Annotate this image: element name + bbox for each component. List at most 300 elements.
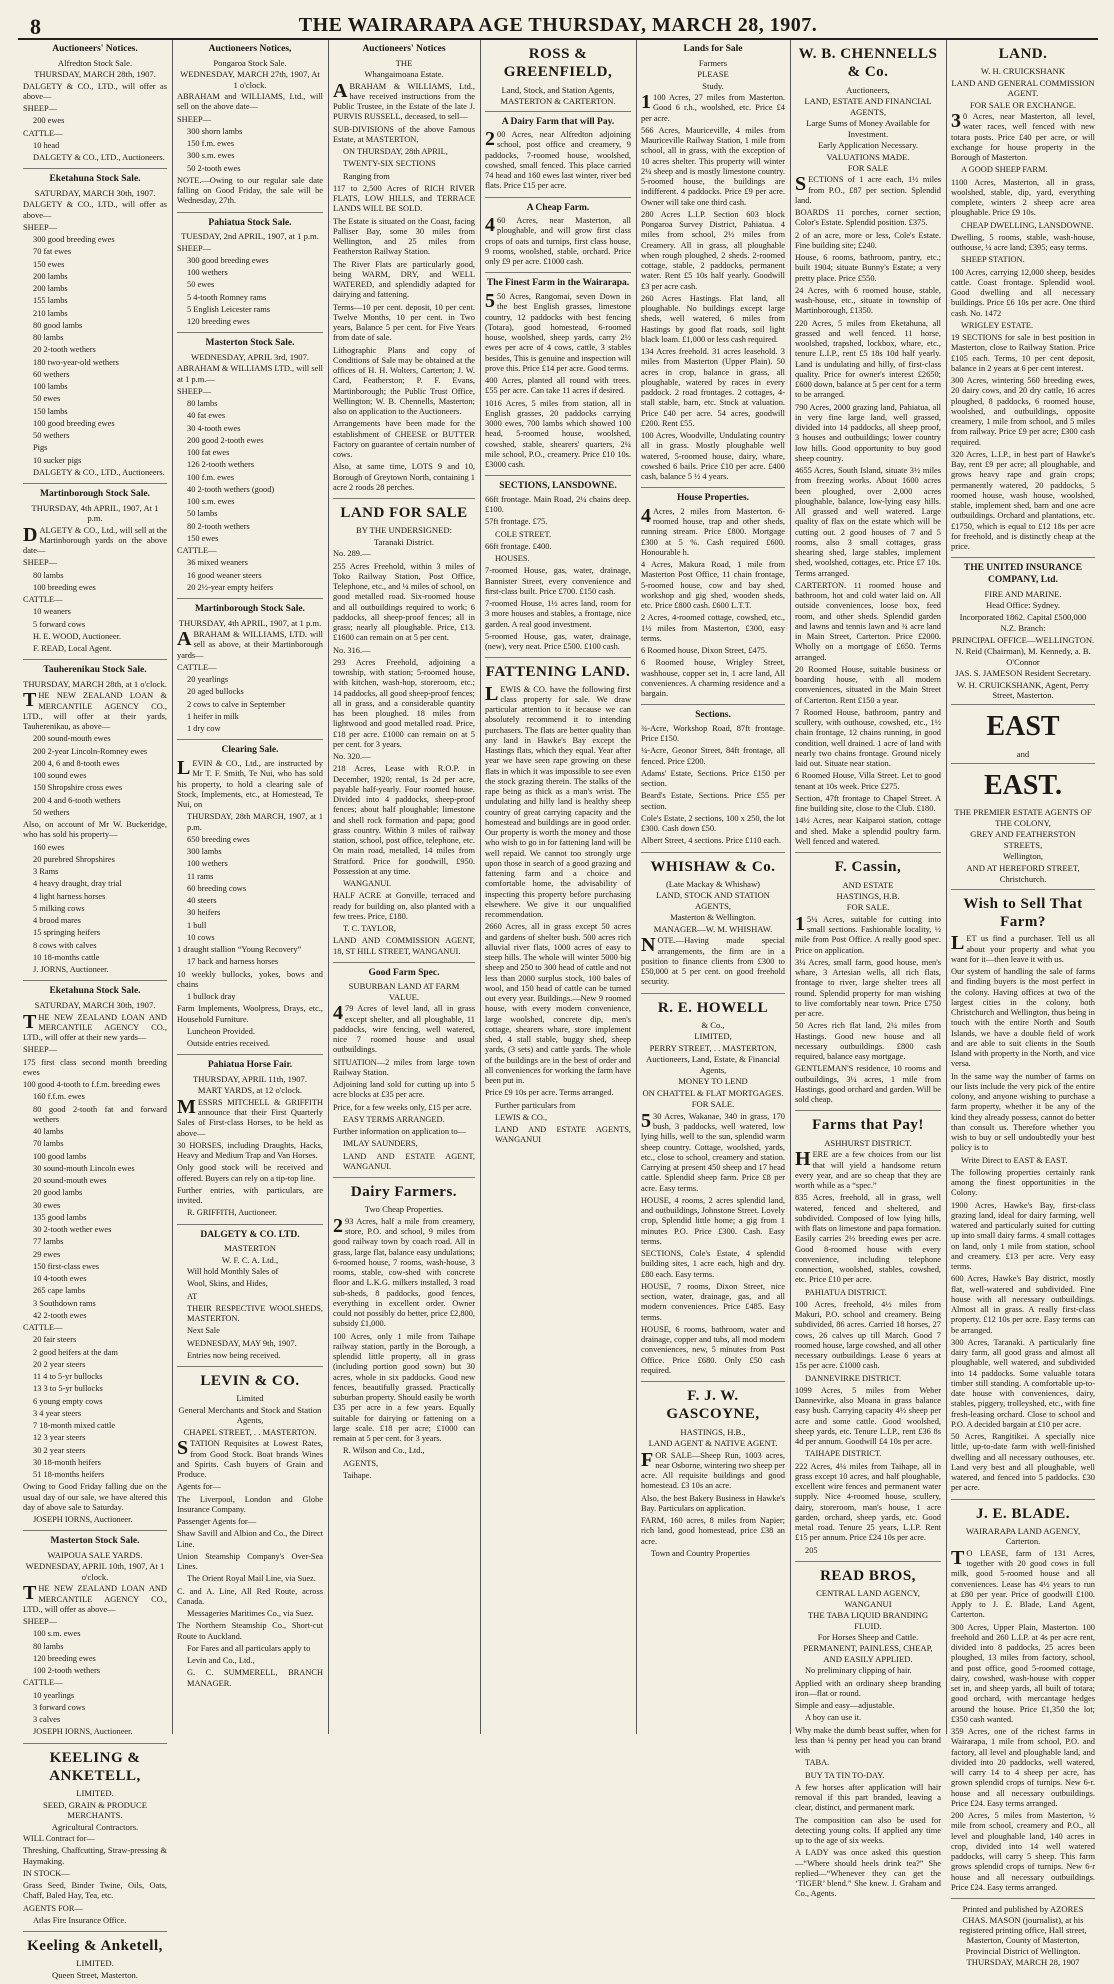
advertisement-block [951,895,1095,1500]
ad-text: AGENTS FOR— [23,1903,83,1913]
ad-text: 50 wethers [33,807,70,817]
ad-subheading: LAND AND GENERAL COMMISSION AGENT. [951,77,1095,99]
ad-text: Only good stock will be received and offered. Buyers can rely on a tip-top line. [177,1163,323,1183]
ad-text: 200 4 and 6-tooth wethers [33,795,121,805]
ad-text: Luncheon Provided. [187,1026,255,1036]
ad-text: 50 2-tooth ewes [187,163,241,173]
ad-text: DALGETY & CO., LTD., Auctioneers. [33,467,165,477]
ad-text: T. C. TAYLOR, [343,924,396,934]
ad-text: 3 forward cows [33,1702,86,1712]
ad-subheading: LIMITED, [694,1031,732,1042]
ad-text: 2 cows to calve in September [187,699,286,709]
ad-text: CATTLE— [177,546,217,556]
ad-text: HALF ACRE at Gonville, terraced and ready for building on, also planted with a few trees. Price, £180. [333,891,475,921]
ad-display-heading: ROSS & GREENFIELD, [503,46,613,81]
ad-text: WRIGLEY ESTATE. [961,320,1034,330]
ad-text: Also, on account of Mr W. Buckeridge, who has sold his property— [23,820,167,840]
ad-text: The Liverpool, London and Globe Insurance Company. [177,1494,323,1514]
ad-text: Further entries, with particulars, are invited. [177,1185,323,1206]
advertisement-block [23,1937,167,1984]
ad-heading: Pahiatua Horse Fair. [207,1060,293,1071]
ad-heading: Clearing Sale. [221,745,279,756]
ad-text: SHEEP— [23,222,57,232]
masthead [18,8,1098,38]
advertisement-block [177,745,323,1055]
ad-subheading: MASTERTON [224,1243,276,1254]
ad-text: 51 18-months heifers [33,1470,105,1480]
ad-text: Arrangements have been made for the establishment of CHEESE or BUTTER Factory on guarantee of certain number of cows. [333,419,475,460]
ad-text: 50 ewes [187,280,215,290]
advertisement-block [23,986,167,1531]
ad-text: 70 fat ewes [33,247,72,257]
ad-text: 280 Acres L.I.P. Section 603 block Pongaroa Survey District, Pahiatua. 4 miles from school, 2½ miles from Creamery. All in grass, all ploughable when rough ploughed, 2 sheds. 2-roomed cottage, stable, 2 paddocks, permanent water. Rent £5 10s half yearly. Goodwill £3 per acre cash. [641,209,785,291]
ad-text: 100 Acres, only 1 mile from Taihape railway station, partly in the Borough, a splendid little property, all in grass (including portion good sown) but 30 acres, whole in six paddocks. Good new fences, beautifully grassed. Practically suburban property. Should easily be worth £35 per acre in a few years. Equally suitable for dairying or fattening on a large scale. £18 per acre; £1000 can remain at 5 per cent. for 3 years. [333,1331,475,1444]
ad-text: 300 shorn lambs [187,126,243,136]
ad-text: SITUATION—2 miles from large town Railway Station. [333,1057,475,1077]
ad-text: DALGETY & CO., LTD., Auctioneers. [33,153,165,163]
column-divider [480,40,481,1734]
ad-text: 50 Acres rich flat land, 2¼ miles from Hastings. Good new house and all necessary outbuildings. £800 cash required, balance easy mortgage. [795,1021,941,1062]
column-5 [638,42,788,1732]
advertisement-block [177,44,323,213]
ad-text: 6 Roomed House, Villa Street. Let to good tenant at 10s week. Price £275. [795,771,941,791]
ad-text: 16 good weaner steers [187,570,262,580]
ad-text: Dwelling, 5 rooms, stable, wash-house, outhouse, ¼ acre land; £395; easy terms. [951,232,1095,253]
ad-text: Entries now being received. [187,1350,281,1360]
ad-text: ¾-Acre, Workshop Road, 87ft frontage. Price £150. [641,723,785,744]
ad-subheading: PRINCIPAL OFFICE—WELLINGTON. [951,634,1095,645]
ad-display-heading: KEELING & ANKETELL, [49,1749,141,1784]
ad-subheading: FOR SALE [847,162,889,173]
masthead-rule [18,38,1098,40]
advertisement-block [485,663,631,1150]
ad-subheading: Whangaimoana Estate. [364,69,444,80]
advertisement-block [23,1536,167,1743]
ad-text: 30 4-tooth ewes [187,423,241,433]
ad-text: 30 18-month heifers [33,1457,101,1467]
ad-text: 300 Acres, Upper Plain, Masterton. 100 freehold and 260 L.I.P. at 4s per acre rent, divided into 8 paddocks, 25 acres been ploughed, 13 miles from factory, school, and post office, good 5-roomed cottage, dairy, cowshed, wash-house with copper set in, and sheep yards, all built of totara; good orchard, with mercantage hedges around the house. Price £1,350 the lot; £350 cash wanted. [951,1622,1095,1724]
ad-text: R. Wilson and Co., Ltd., [343,1446,425,1456]
ad-text: The Estate is situated on the Coast, facing Palliser Bay, some 30 miles from Wellington, and 25 miles from Featherston Railway Station. [333,216,475,257]
ad-subheading: THURSDAY, 4th APRIL, 1907, at 1 p.m. [178,617,322,628]
ad-text: 120 breeding ewes [33,1653,96,1663]
ad-text: 150 ewes [33,259,65,269]
ad-text: 134 Acres freehold. 31 acres leasehold. 3 miles from Masterton (Upper Plain). 50 acres in crop, balance in grass, all ploughable, watered by races in every paddock. 2 road frontages. 2 cottages, 4-stall stable, barn, etc. Stock at valuation. Price £40 per acre. 54 acres, goodwill £200. Rent £55. [641,347,785,428]
ad-text: 80 2-tooth wethers [187,521,250,531]
ad-text: 600 Acres, Hawke's Bay district, mostly flat, well-watered and subdivided. Fine house with all necessary outbuildings. Almost all in grass. A really first-class property. £12 10s per acre. Easy terms can be arranged. [951,1274,1095,1335]
ad-subheading: Limited [236,1393,264,1404]
ad-heading: Auctioneers' Notices. [52,44,138,54]
ad-text: 200 lambs [33,284,68,294]
ad-text: C. and A. Line, All Red Route, across Canada. [177,1586,323,1606]
ad-text: TO LEASE, farm of 131 Acres, together with 20 good cows in full milk, good 5-roomed house and all conveniences. Lease has 4½ years to run at £80 per year. Price of goodwill £100. Apply to J. E. Blade, Land Agent, Carterton. [951,1546,1095,1620]
ad-subheading: VALUATIONS MADE. [826,151,910,162]
ad-text: ABRAHAM & WILLIAMS, Ltd., have received instructions from the Public Trustee, in the Estate of the late J. PURVIS RUSSELL, deceased, to sell— [333,79,475,122]
ad-subheading: LAND, STOCK AND STATION AGENTS, [656,890,770,911]
ad-subheading: and [1016,748,1030,759]
ad-text: 42 2-tooth ewes [33,1310,87,1320]
ad-text: 1 bullock dray [187,992,236,1002]
ad-display-heading: Farms that Pay! [812,1117,924,1134]
ad-text: No preliminary clipping of hair. [805,1666,912,1676]
ad-text: 479 Acres of level land, all in grass except shelter, and all ploughable, 11 paddocks, wire fencing, well watered, nice 7 roomed house and usual outbuildings. [333,1002,475,1055]
ad-text: 265 cape lambs [33,1286,86,1296]
ad-text: 80 lambs [33,570,64,580]
column-7 [948,42,1098,1968]
ad-text: WILL Contract for— [23,1834,95,1844]
ad-subheading: ASHHURST DISTRICT. [824,1137,912,1148]
ad-text: 80 lambs [187,399,218,409]
ad-text: 36 mixed weaners [187,558,248,568]
ad-text: 255 Acres Freehold, within 3 miles of Toko Railway Station, Post Office, Telephone, etc., and ¼ miles of school, on good metalled road. Six-roomed house and all outbuildings required to work; 6 paddocks, all sheep-proof fences; all in grass; nearly all ploughable. Price, £13. £1600 can remain on at 5 per cent. [333,561,475,643]
ad-subheading: LIMITED. [76,1958,114,1969]
ad-text: LEWIS & CO. have the following first class property for sale. We draw particular attention to it because we can absolutely recommend it to intending purchasers. The flats are better quality than any land in Hawke's Bay except the Hastings flats, which they equal. Year after year we have seen rape growing on these flats in which it was impossible to see even the stock grazing therein. The stalks of the rape being as thick as a man's wrist. The undulating and hilly land is healthy sheep country of great carrying capacity and the homestead and buildings are in good order. Our property is worth the money and those who wish to go in for fattening land will be well repaid. We cannot too strongly urge upon those in search of a good grazing and fattening farm and a choice and comfortable home, the advisability of inspecting this property before purchasing elsewhere. We give it our unqualified recommendation. [485,682,631,920]
advertisement-block [795,1116,941,1561]
ad-text: Further information on application to— [333,1127,467,1137]
ad-text: NOTE.—Owing to our regular sale date falling on Good Friday, the sale will be Wednesday, 27th. [177,175,323,206]
ad-text: 210 lambs [33,308,68,318]
ad-text: HOUSE, 6 rooms, bathroom, water and drainage, copper and tubs, all mod modern conveniences, new, 5 minutes from Post Office. Price £680. Only £50 cash required. [641,1324,785,1375]
ad-text: 17 back and harness horses [187,957,279,967]
ad-text: 15 springing heifers [33,928,100,938]
ad-text: H. E. WOOD, Auctioneer. [33,631,121,641]
ad-heading: Sections. [695,710,731,721]
ad-text: Terms—10 per cent. deposit, 10 per cent. Twelve Months, 10 per cent. in Two years, Balance 5 per cent. for Five Years from date of sale. [333,302,475,343]
ad-subheading: General Merchants and Stock and Station Agents, [178,1404,322,1426]
advertisement-block [795,1567,941,1905]
ad-text: 40 steers [187,896,217,906]
ad-text: THE NEW ZEALAND LOAN AND MERCANTILE AGENCY CO., LTD., will offer at their new yards— [23,1010,167,1043]
column-divider [636,40,637,1734]
ad-subheading: W. F. C. A. Ltd., [221,1254,279,1265]
ad-text: CATTLE— [23,128,63,138]
ad-text: 100 good breeding ewes [33,418,115,428]
ad-text: 66ft frontage. £400. [485,541,552,551]
ad-text: BUY TA TIN TO-DAY. [805,1770,885,1780]
newspaper-title: THE WAIRARAPA AGE THURSDAY, MARCH 28, 1907. [298,14,818,36]
ad-text: 60 wethers [33,369,70,379]
ad-text: 150 ewes [187,533,219,543]
ad-text: Shaw Savill and Albion and Co., the Direct Line. [177,1529,323,1549]
ad-text: 10 weekly bullocks, yokes, bows and chains [177,969,323,989]
ad-subheading: N.Z. Branch: [1000,623,1046,634]
ad-subheading: PERMANENT, PAINLESS, CHEAP, AND EASILY APPLIED. [803,1643,933,1664]
ad-text: 80 lambs [33,1641,64,1651]
advertisement-block [485,117,631,198]
advertisement-block [177,1372,323,1694]
ad-text: 30 ewes [33,1200,61,1210]
ad-text: Owing to Good Friday falling due on the usual day of our sale, we have altered this day of above sale to Saturday. [23,1482,167,1512]
ad-subheading: JAS. S. JAMESON Resident Secretary. [955,668,1091,679]
advertisement-block [795,45,941,853]
ad-subheading: THURSDAY, MARCH 28th, 1907. [34,69,156,80]
ad-heading: Good Farm Spec. [368,967,440,978]
column-divider [172,40,173,1734]
ad-subheading: WEDNESDAY, MARCH 27th, 1907, At 1 o'clock. [180,69,320,90]
ad-text: 20 Roomed House, suitable business or boarding house, with all modern conveniences, situated in the Main Street of Carterton. Rent £150 a year. [795,664,941,705]
ad-text: 30 2-tooth wether ewes [33,1225,112,1235]
ad-heading: THE UNITED INSURANCE COMPANY, Ltd. [963,563,1083,586]
ad-text: 10 4-tooth ewes [33,1274,87,1284]
ad-subheading: MART YARDS, at 12 o'clock. [197,1085,303,1096]
ad-text: 29 ewes [33,1249,61,1259]
ad-text: 1 heifer in milk [187,711,239,721]
advertisement-block [485,45,631,112]
ad-text: 20 2-tooth wethers [33,345,96,355]
advertisement-block [177,1060,323,1224]
ad-text: BOARDS 11 porches, corner section, Color's Estate. Splendid position. £375. [795,208,941,228]
ad-text: Pigs [33,443,48,453]
ad-text: CARTERTON. 11 roomed house and bathroom, hot and cold water laid on. All outside conveniences, loose box, feed room, and other sheds. Splendid garden and lawns and tennis lawn and ¾ acre land in Main Street, Carterton. Price £2000. Wholly on a mortgage of £650. Terms arranged. [795,580,941,662]
advertisement-block [485,203,631,274]
advertisement-block [23,665,167,981]
ad-text: HOUSE, 7 rooms, Dixon Street, nice section, water, drainage, gas, and all modern conveniences. Price £485. Easy terms. [641,1281,785,1322]
column-2 [174,42,326,1732]
ad-text: 3 4 year steers [33,1408,82,1418]
ad-text: 40 fat ewes [187,411,226,421]
ad-subheading: Auctioneers, Land, Estate, & Financial Agents, [646,1054,780,1075]
ad-subheading: Study. [702,80,724,91]
ad-text: LET us find a purchaser. Tell us all about your property and what you want for it—then leave it with us. [951,932,1095,964]
ad-text: LAND AND ESTATE AGENTS, WANGANUI [495,1125,631,1145]
advertisement-block [177,604,323,740]
ad-text: 12 3 year steers [33,1433,86,1443]
column-1 [20,42,170,1980]
ad-text: 4Acres, 2 miles from Masterton. 6-roomed house, trap and other sheds, running stream. Price £800. Mortgage £300 at 5 %. Cash required £600. Honourable h. [641,504,785,557]
ad-text: 117 to 2,500 Acres of RICH RIVER FLATS, LOW HILLS, and TERRACE LANDS WILL BE SOLD. [333,183,475,214]
ad-text: COLE STREET. [495,529,552,539]
ad-display-heading: F. Cassin, [834,859,902,876]
ad-display-heading: W. B. CHENNELLS & Co. [798,46,938,81]
ad-heading: Eketahuna Stock Sale. [49,174,141,185]
ad-text: 30 sound-mouth Lincoln ewes [33,1163,135,1173]
ad-text: Wool, Skins, and Hides, [187,1279,268,1289]
ad-text: 15¼ Acres, suitable for cutting into small sections. Fashionable locality, ½ mile from Post Office. A really good spec. Price on application. [795,912,941,955]
ad-text: 20 yearlings [187,675,229,685]
ad-text: ON THURSDAY, 28th APRIL, [343,147,448,157]
ad-subheading: FOR SALE. [691,1099,735,1110]
ad-subheading: THE PREMIER ESTATE AGENTS OF THE COLONY, [954,807,1092,828]
advertisement-block [23,489,167,660]
ad-text: 320 Acres, L.I.P., in best part of Hawke's Bay, rent £9 per acre; all ploughable, and grows heavy rape and grain crops; permanently watered, 20 paddocks, 5 roomed house, wash house, woolshed, stable, implement shed, barn and one acre outbuildings. Orchard and plantations, etc. £1750, which is equal to £12 18s per acre for freehold, and is distinctly cheap at the price. [951,449,1095,552]
ad-subheading: Land, Stock, and Station Agents, [501,84,615,95]
ad-text: Union Steamship Company's Over-Sea Lines. [177,1551,323,1572]
ad-text: 530 Acres, Wakanae, 340 in grass, 170 bush, 3 paddocks, well watered, low lying hills, well to the sun, splendid warm sheep country. Cottage, woolshed, yards, etc., close to school, creamery and station. Carrying at present 450 sheep and 17 head cattle. Splendid sheep farm. Price £8 per acre. Easy terms. [641,1109,785,1193]
ad-text: Atlas Fire Insurance Office. [33,1915,127,1925]
ad-text: 7 18-month mixed cattle [33,1421,116,1431]
ad-subheading: Large Sums of Money Available for Investment. [806,118,930,139]
ad-subheading: LAND AGENT & NATIVE AGENT. [648,1438,778,1449]
ad-text: 220 Acres, 5 miles from Eketahuna, all grassed and well fenced. 11 horse, woolshed, trapshed, lockbox, whare, etc., tenure L.I.P., rent £5 18s 10d half yearly. Land is undulating and hilly, of first-class quality. Price for owner's interest £2650; £600 down, balance at 5 per cent for a term to be arranged. [795,318,941,400]
ad-subheading: MONEY TO LEND [678,1076,748,1087]
ad-text: STATION Requisites at Lowest Rates, from Good Stock. Boat brands Wines and Spirits. Cash buyers of Grain and Produce. [177,1437,323,1480]
advertisement-block [177,338,323,599]
ad-text: 200 ewes [33,116,65,126]
ad-text: 120 breeding ewes [187,317,250,327]
ad-text: F. READ, Local Agent. [33,644,112,654]
ad-text: Section, 47ft frontage to Chapel Street. A fine building site, close to the Club. £180. [795,793,941,814]
ad-text: 200 Acres, near Alfredton adjoining school, post office and creamery, 9 paddocks, 7-roomed house, woolshed, cowshed, small fenced. This place carried 74 head and 160 ewes last winter, river bed flats. Price £15 per acre. [485,128,631,191]
ad-text: JOSEPH IORNS, Auctioneer. [33,1515,133,1525]
ad-text: Also, at same time, LOTS 9 and 10, Borough of Greytown North, containing 1 acre 2 roods 28 perches. [333,462,475,492]
ad-text: 5 4-tooth Romney rams [187,292,267,302]
ad-subheading: Wellington, [1002,851,1044,862]
ad-text: SHEEP— [177,243,211,253]
ad-text: 20 good lambs [33,1188,83,1198]
ad-text: HERE are a few choices from our list that will yield a handsome return every year, and are so cheap that they are worth while as a “spec.” [795,1148,941,1190]
ad-text: 160 ewes [33,842,65,852]
advertisement-block [333,44,475,499]
advertisement-block [333,504,475,963]
ad-text: Further particulars from [495,1100,576,1110]
column-divider [946,40,947,1734]
ad-text: 40 lambs [33,1127,64,1137]
ad-text: 77 lambs [33,1237,64,1247]
column-divider [328,40,329,1734]
ad-text: Lithographic Plans and copy of Conditions of Sale may be obtained at the offices of H. H. Wolters, Carterton; J. W. Card, Featherston; P. F. Evans, Martinborough; the Public Trust Office, Wellington; W. B. Chennells, Masterton; also on application to the Auctioneers. [333,345,475,417]
ad-text: 400 Acres, planted all round with trees. £55 per acre. Can take 11 acres if desired. [485,376,631,396]
ad-text: 19 SECTIONS for sale in best position in Masterton, close to Railway Station. Price £105 each. Terms, 10 per cent deposit, balance in 2 years at 6 per cent interest. [951,333,1095,373]
ad-text: 40 2-tooth wethers (good) [187,484,275,494]
ad-text: Town and Country Properties [651,1548,750,1558]
ad-text: 100 Acres, freehold, 4½ miles from Makuri, P.O. school and creamery. Being subdivided, 86 acres. Carried 18 horses, 27 cows, 26 calves up till March. Good 7 roomed house, large cowshed, and all other necessary outbuildings. Lease 6 years at 15s per acre. £1000 cash. [795,1299,941,1371]
ad-text: 14½ Acres, near Kaiparoi station, cottage and shed. Make a splendid poultry farm. Well fenced and watered. [795,816,941,846]
ad-text: 11 rams [187,871,214,881]
ad-text: Adams' Estate, Sections. Price £150 per section. [641,768,785,789]
ad-text: Grass Seed, Binder Twine, Oils, Oats, Chaff, Baled Hay, Tea, etc. [23,1881,167,1901]
ad-text: 222 Acres, 4¼ miles from Taihape, all in grass except 10 acres, and half ploughable, excellent wire fences and permanent water supply. Nice 4-roomed house, scullery, dairy, storeroom, man's house, 1 acre garden, orchard, sheep yards, etc. Good metal road. Tenure 25 years, L.I.P. Rent £15 per annum. Price £24 10s per acre. [795,1461,941,1543]
ad-text: 24 Acres, with 6 roomed house, stable, wash-house, etc., situate in township of Martinborough, £1350. [795,285,941,316]
advertisement-block [951,1904,1095,1972]
ad-text: 100 breeding ewes [33,582,96,592]
ad-text: Beard's Estate, Sections. Price £55 per section. [641,791,785,811]
ad-text: 2 of an acre, more or less, Cole's Estate. Fine building site; £240. [795,230,941,250]
ad-heading: Pahiatua Stock Sale. [208,217,292,228]
ad-subheading: SATURDAY, MARCH 30th, 1907. [34,187,156,198]
ad-text: 1 draught stallion “Young Recovery” [177,945,302,955]
ad-text: 100 lambs [33,382,68,392]
ad-text: 20 fair steers [33,1335,77,1345]
ad-text: DALGETY & CO., LTD., will offer as above— [23,200,167,220]
ad-heading: Auctioneers Notices, [208,44,292,54]
ad-text: 3¼ Acres, small farm, good house, men's whare, 3 Artesian wells, all rich flats, frontage to river, large shelter trees all round. Splendid property for man wishing to live comfortably near town. Price £750 per acre. [795,957,941,1019]
ad-text: 100 good lambs [33,1151,87,1161]
ad-subheading: Queen Street, Masterton. [52,1969,138,1980]
ad-text: 180 two-year-old wethers [33,357,119,367]
ad-text: The Northern Steamship Co., Short-cut Route to Auckland. [177,1621,323,1641]
advertisement-block [641,858,785,994]
ad-text: 200 good 2-tooth ewes [187,435,264,445]
ad-text: Price, for a few weeks only, £15 per acre. [333,1102,472,1112]
ad-text: Outside entries received. [187,1039,271,1049]
ad-subheading: FOR SALE. [846,902,890,913]
ad-text: 1099 Acres, 5 miles from Weber Dannevirke, also Moana in grass balance easy bush. Carrying capacity 4½ sheep per acre and some cattle. Good woolshed, sheep yards, etc. Tenure L.I.P., rent £36 8s 4d per annum. Goodwill £4 10s per acre. [795,1385,941,1446]
ad-display-heading: Wish to Sell That Farm? [963,895,1083,930]
advertisement-block [641,1387,785,1564]
ad-subheading: MASTERTON & CARTERTON. [500,96,616,107]
ad-text: Albert Street, 4 sections. Price £110 each. [641,836,781,846]
ad-text: 80 lambs [33,333,64,343]
ad-text: The composition can also be used for detecting young colts. If applied any time up to the age of six weeks. [795,1815,941,1846]
ad-text: 100 s.m. ewes [33,1629,81,1639]
ad-text: ¼-Acre, Geonor Street, 84ft frontage, all fenced. Price £200. [641,746,785,766]
ad-subheading: SUBURBAN LAND AT FARM VALUE. [348,981,460,1002]
ad-text: 100 2-tooth wethers [33,1666,100,1676]
ad-text: 57ft frontage. £75. [485,517,548,527]
ad-text: TAIHAPE DISTRICT. [805,1449,882,1459]
ad-heading: Tauherenikau Stock Sale. [43,665,147,676]
ad-text: 100 Acres, carrying 12,000 sheep, besides cattle. Coast frontage. Splendid wool. Good dwelling and all necessary buildings. Price £6 10s per acre. One third cash. No. 1472 [951,267,1095,318]
ad-text: DANNEVIRKE DISTRICT. [805,1373,902,1383]
ad-text: 218 Acres, Lease with R.O.P. in December, 1920; rental, 1s 2d per acre, payable half-yearly. Four roomed house. Divided into 4 paddocks, sheep-proof fences; about half ploughable; limestone and shell rock formation and papa; good grass country. Within 3 miles of railway station, school, post office, telephone, etc. On main road, metalled, 14 miles from Stratford. Price for goodwill, £950. Possession at any time. [333,764,475,876]
ad-subheading: Masterton & Wellington. [670,912,756,923]
ad-subheading: Auctioneers, [846,84,890,95]
ad-text: No. 289.— [333,549,371,559]
ad-heading: Auctioneers' Notices [362,44,446,54]
ad-subheading: THURSDAY, MARCH 28th, at 1 o'clock. [23,678,167,689]
ad-subheading: SATURDAY, MARCH 30th, 1907. [34,1000,156,1011]
ad-text: Will hold Monthly Sales of [187,1267,279,1277]
ad-text: Write Direct to EAST & EAST. [961,1155,1068,1165]
advertisement-block [951,769,1095,890]
ad-subheading: Incorporated 1862. Capital £500,000 [959,611,1087,622]
ad-display-heading: WHISHAW & Co. [650,858,776,875]
ad-text: THE NEW ZEALAND LOAN AND MERCANTILE AGENCY CO., LTD., will offer as above— [23,1582,167,1614]
ad-text: 100 sound ewes [33,771,87,781]
advertisement-block [177,1230,323,1368]
advertisement-block [951,45,1095,558]
ad-text: 200 lambs [33,271,68,281]
ad-subheading: Head Office: Sydney. [986,600,1060,611]
ad-text: 2 Acres, 4-roomed cottage, cowshed, etc., 1½ miles from Masterton, £300, easy terms. [641,613,785,643]
ad-text: SHEEP— [23,1045,57,1055]
ad-text: LAND AND COMMISSION AGENT, 18, ST HILL STREET, WANGANUI. [333,936,475,956]
advertisement-block [23,174,167,484]
ad-text: Applied with an ordinary sheep branding iron—flat or round. [795,1678,941,1698]
ad-text: LEVIN & CO., Ltd., are instructed by Mr T. F. Smith, Te Nui, who has sold his property, to hold a clearing sale of Stock, Implements, etc., at Homestead, Te Nui, on [177,757,323,810]
ad-text: Simple and easy—adjustable. [795,1701,895,1711]
ad-text: CATTLE— [23,595,63,605]
ad-display-heading: Keeling & Anketell, [27,1938,163,1955]
ad-text: Agents for— [177,1482,221,1492]
ad-heading: SECTIONS, LANSDOWNE. [499,481,617,492]
advertisement-block [23,44,167,169]
ad-display-heading: Dairy Farmers. [350,1184,458,1201]
ad-text: 10 sucker pigs [33,455,82,465]
ad-text: 20 2 year steers [33,1359,86,1369]
ad-text: 300 good breeding ewes [187,255,269,265]
column-divider [790,40,791,1734]
ad-text: 1 dry cow [187,724,221,734]
ad-display-heading: FATTENING LAND. [485,664,631,681]
ad-subheading: LAND, ESTATE AND FINANCIAL AGENTS, [804,96,932,117]
ad-subheading: PLEASE [697,69,729,80]
ad-text: 100 s.m. ewes [187,497,235,507]
ad-subheading: WEDNESDAY, APRIL 3rd, 1907. [190,351,310,362]
ad-text: 4655 Acres, South Island, situate 3½ miles from freezing works. About 1600 acres been ploughed, over 2,000 acres ploughable, balance, low-lying easy hills. All grassed and well watered. Large quality of flax on the estate which will be cutting out. 2 good houses of 7 and 5 rooms, also 3 small cottages, grass shearing shed, large stables, implement shed, woolshed, cottages, etc. Price £7 10s. Terms arranged. [795,466,941,578]
ad-text: 1016 Acres, 5 miles from station, all in English grasses, 20 paddocks carrying 3000 ewes, 700 lambs which showed 100 head, 5-roomed house, woolshed, cowshed, stable, shearers' quarters, 2¼ mile school, P.O., creamery. Price £10 10s. £3000 cash. [485,398,631,470]
ad-subheading: (Late Mackay & Whishaw) [665,878,761,889]
ad-text: 293 Acres, half a mile from creamery, store, P.O. and school, 9 miles from good railway town by coach road. All in grass, large flat, balance easy undulations; 6-roomed house, 7 rooms, wash-house, 3 rooms, stable, cow-shed with concrete floor and L.K.G. milkers installed, 3 road sub-sheds, 8 paddocks, good fences, everything in excellent order. Owner could not possibly do better, price £2,800, subsidy £1,000. [333,1214,475,1329]
ad-text: 50 Acres, Rangitikei. A specially nice little, up-to-date farm with well-finished dwelling and all necessary outhouses, etc. Land very best and all ploughable, well watered, and fenced into 5 paddocks. £30 per acre. [951,1432,1095,1493]
ad-subheading: LIMITED. [76,1788,114,1799]
ad-text: 7 Roomed House, bathroom, pantry and scullery, with outhouse, cowshed, etc., 1½ chain frontage, 12 chains running, in good condition, well drained. 1 acre of land with nearly two chains frontage. Ground nicely laid out. Situate near station. [795,707,941,769]
ad-heading: A Cheap Farm. [526,202,590,213]
advertisement-block [795,858,941,1111]
ad-text: SHEEP— [177,114,211,124]
ad-heading: Martinborough Stock Sale. [40,489,150,500]
ad-text: 80 good 2-tooth fat and forward wethers [33,1104,167,1124]
